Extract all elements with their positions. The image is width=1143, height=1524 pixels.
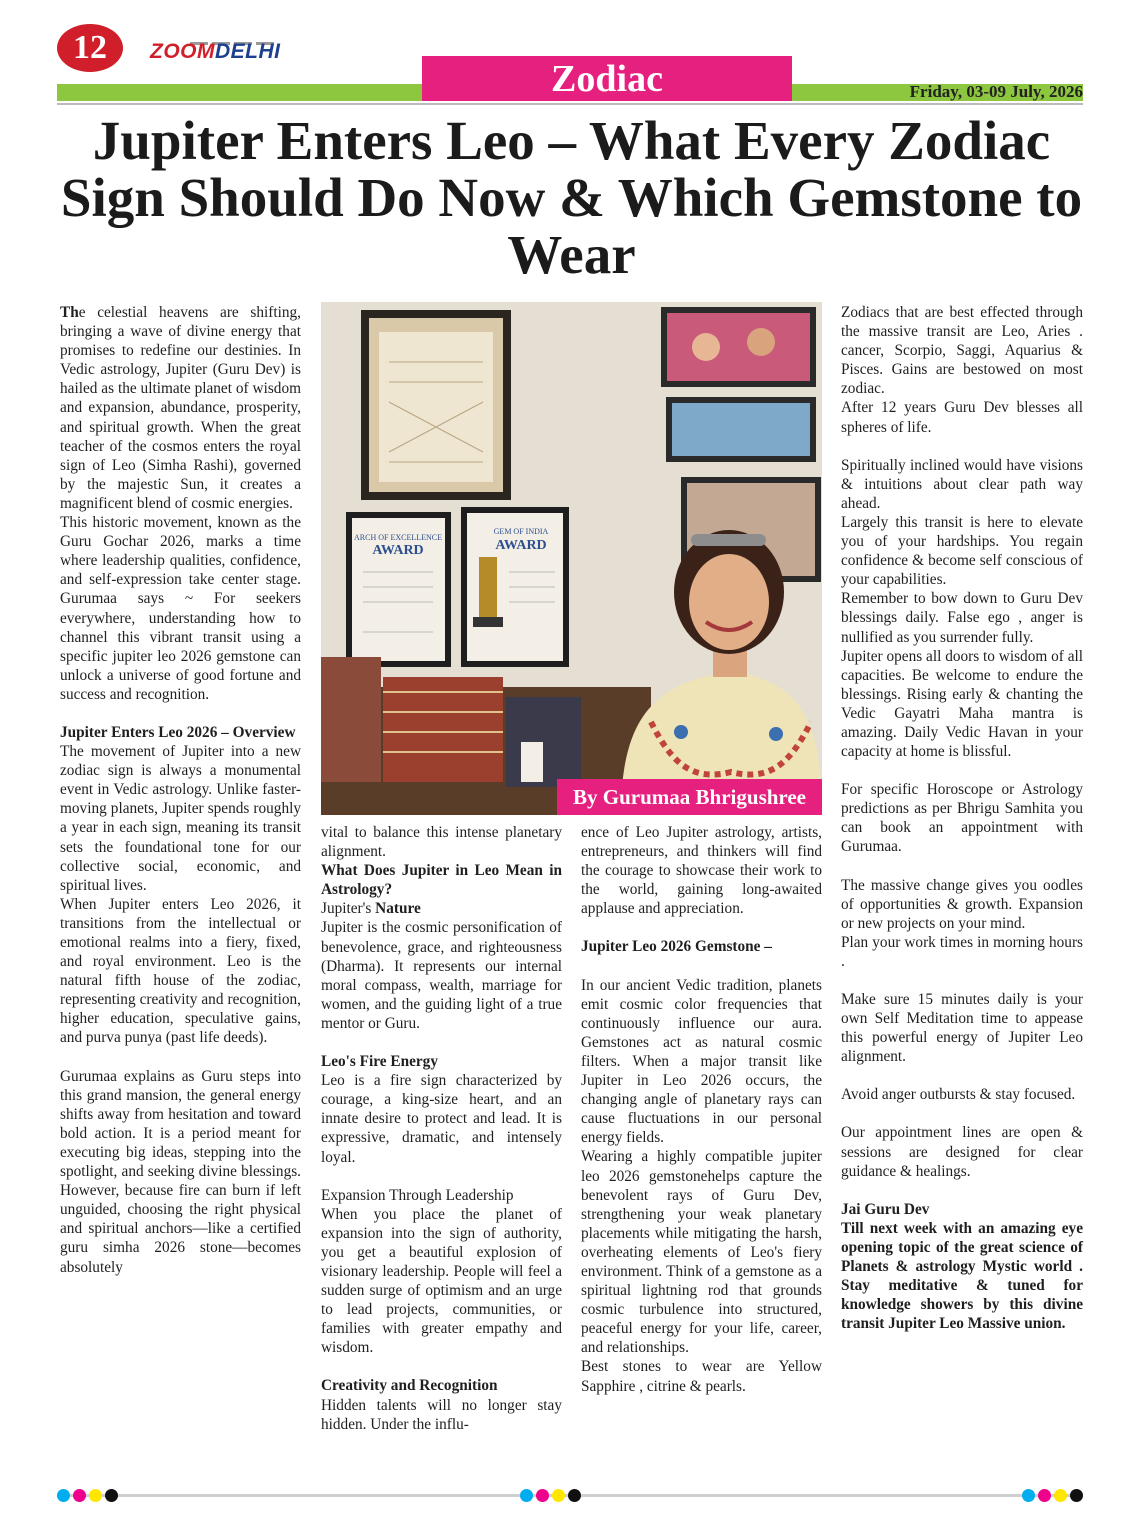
paragraph: vital to balance this intense planetary alignment. <box>321 824 562 861</box>
subheading: Jai Guru Dev <box>841 1200 930 1218</box>
yellow-dot <box>552 1489 565 1502</box>
magenta-dot <box>73 1489 86 1502</box>
paragraph: Gurumaa explains as Guru steps into this grand mansion, the general energy shifts away from hesitation and toward bold action. It is a period meant for executing big ideas, stepping into the spotlight, and seeking divine blessings. However, because fire can burn if left unguided, choosing the right physical and spiritual anchors—like a certified guru simha 2026 stone—becomes absolutely <box>60 1067 301 1276</box>
paragraph: Wearing a highly compatible jupiter leo 2026 gemstonehelps capture the benevolent rays of Guru Dev, strengthening your weak planetary placements while mitigating the harsh, overheating elements of Leo's fiery environment. Think of a gemstone as a spiritual lightning rod that grounds cosmic turbulence into structured, peaceful energy for your life, career, and relationships. <box>581 1148 822 1357</box>
black-dot <box>1070 1489 1083 1502</box>
paragraph: Hidden talents will no longer stay hidden. Under the influ- <box>321 1396 562 1433</box>
paragraph: The massive change gives you oodles of opportunities & growth. Expansion or new projects on your mind. <box>841 876 1083 932</box>
subheading-prefix: Jupiter's <box>321 900 376 918</box>
paragraph: When you place the planet of expansion into the sign of authority, you get a beautiful explosion of visionary leadership. People will feel a sudden surge of optimism and an urge to lead projects, communities, or families with greater empathy and wisdom. <box>321 1205 562 1357</box>
subheading: Jupiter Leo 2026 Gemstone – <box>581 938 772 956</box>
subheading: What Does Jupiter in Leo Mean in Astrology? <box>321 862 562 899</box>
paragraph: Best stones to wear are Yellow Sapphire , citrine & pearls. <box>581 1358 822 1395</box>
section-tab: Zodiac <box>422 56 792 101</box>
paragraph: Largely this transit is here to elevate you of your hardships. You regain confidence & become self conscious of your capabilities. <box>841 513 1083 589</box>
paragraph: For specific Horoscope or Astrology predictions as per Bhrigu Samhita you can book an appointment with Gurumaa. <box>841 781 1083 856</box>
paragraph: After 12 years Guru Dev blesses all spheres of life. <box>841 399 1083 436</box>
publication-logo <box>150 40 281 64</box>
magenta-dot <box>1038 1489 1051 1502</box>
paragraph <box>60 303 301 513</box>
paragraph: Zodiacs that are best effected through the massive transit are Leo, Aries . cancer, Scorpio, Saggi, Aquarius & Pisces. Gains are bestowed on most zodiac. <box>841 304 1083 398</box>
article-column-4 <box>841 303 1083 1333</box>
article-column-3 <box>581 823 822 1396</box>
subheading <box>321 899 562 918</box>
cyan-dot <box>1022 1489 1035 1502</box>
paragraph-text: e celestial heavens are shifting, bringing a wave of divine energy that promises to redefine our destinies. In Vedic astrology, Jupiter (Guru Dev) is hailed as the ultimate planet of wisdom and expansion, abundance, prosperity, and spiritual growth. When the great teacher of the cosmos enters the royal sign of Leo (Simha Rashi), governed by the majestic Sun, it creates a magnificent blend of cosmic energies. <box>60 304 301 512</box>
award-2-word: AWARD <box>495 538 547 553</box>
issue-date: Friday, 03-09 July, 2026 <box>909 82 1083 101</box>
subheading: Leo's Fire Energy <box>321 1053 438 1071</box>
paragraph: Leo is a fire sign characterized by courage, a king-size heart, and an innate desire to protect and lead. It is expressive, dramatic, and intensely loyal. <box>321 1072 562 1166</box>
subheading-bold: Nature <box>375 900 421 918</box>
paragraph: Jupiter opens all doors to wisdom of all capacities. Be welcome to endure the blessings. Rising early & chanting the Vedic Gayatri Maha mantra is amazing. Daily Vedic Havan in your capacity at home is blissful. <box>841 647 1083 761</box>
article-column-2 <box>321 823 562 1434</box>
paragraph: This historic movement, known as the Guru Gochar 2026, marks a time where leadership qualities, confidence, and self-expression take center stage. Gurumaa says ~ For seekers everywhere, understanding how to channel this vibrant transit using a specific jupiter leo 2026 gemstone can unlock a universe of good fortune and success and recognition. <box>60 514 301 703</box>
article-column-1 <box>60 303 301 1277</box>
subheading: Creativity and Recognition <box>321 1377 498 1395</box>
closing-paragraph: Till next week with an amazing eye opening topic of the great science of Planets & astrology Mystic world . Stay meditative & tuned for knowledge showers by this divine transit Jupiter Leo Massive union. <box>841 1219 1083 1333</box>
paragraph: Spiritually inclined would have visions & intuitions about clear path way ahead. <box>841 456 1083 512</box>
yellow-dot <box>1054 1489 1067 1502</box>
cyan-dot <box>520 1489 533 1502</box>
paragraph: Avoid anger outbursts & stay focused. <box>841 1086 1076 1104</box>
paragraph: The movement of Jupiter into a new zodiac sign is always a monumental event in Vedic astrology. Unlike faster-moving planets, Jupiter spends roughly a year in each sign, meaning its transit sets the foundational tone for our collective social, economic, and spiritual lives. <box>60 743 301 894</box>
paragraph: When Jupiter enters Leo 2026, it transitions from the intellectual or emotional realms into a fiery, fixed, and royal environment. Leo is the natural fifth house of the zodiac, representing creativity and recognition, higher education, speculative gains, and purva punya (past life deeds). <box>60 895 301 1047</box>
paragraph: Plan your work times in morning hours . <box>841 933 1083 970</box>
paragraph: Our appointment lines are open & sessions are designed for clear guidance & healings. <box>841 1124 1083 1180</box>
black-dot <box>105 1489 118 1502</box>
lead-letters: Th <box>60 304 79 321</box>
registration-dots-right <box>1022 1489 1083 1502</box>
registration-dots-left <box>57 1489 118 1502</box>
award-2-title: GEM OF INDIA <box>493 527 549 536</box>
subheading: Expansion Through Leadership <box>321 1186 514 1204</box>
paragraph: Remember to bow down to Guru Dev blessings daily. False ego , anger is nullified as you surrender fully. <box>841 590 1083 646</box>
yellow-dot <box>89 1489 102 1502</box>
article-headline: Jupiter Enters Leo – What Every Zodiac Sign Should Do Now & Which Gemstone to Wear <box>60 110 1083 285</box>
logo-tagline-decoration <box>190 32 310 36</box>
author-byline: By Gurumaa Bhrigushree <box>557 779 822 815</box>
photo-illustration <box>321 302 822 815</box>
award-1-word: AWARD <box>372 543 424 558</box>
black-dot <box>568 1489 581 1502</box>
paragraph: ence of Leo Jupiter astrology, artists, entrepreneurs, and thinkers will find the courage to showcase their work to the world, gaining long-awaited applause and appreciation. <box>581 824 822 918</box>
paragraph: Make sure 15 minutes daily is your own Self Meditation time to appease this powerful energy of Jupiter Leo alignment. <box>841 991 1083 1066</box>
paragraph: Jupiter is the cosmic personification of benevolence, grace, and righteousness (Dharma). It represents our internal moral compass, wealth, marriage for women, and the guiding light of a true mentor or Guru. <box>321 919 562 1032</box>
header-rule <box>57 103 1083 105</box>
award-1-title: ARCH OF EXCELLENCE <box>354 533 442 542</box>
registration-dots-center <box>520 1489 581 1502</box>
page-number: 12 <box>57 24 123 72</box>
magenta-dot <box>536 1489 549 1502</box>
logo-part-delhi: DELHI <box>215 40 281 63</box>
paragraph: In our ancient Vedic tradition, planets emit cosmic color frequencies that continuously influence our aura. Gemstones act as natural cosmic filters. When a major transit like Jupiter in Leo 2026 occurs, the changing angle of planetary rays can cause fluctuations in our personal energy fields. <box>581 976 822 1147</box>
author-photo <box>321 302 822 815</box>
logo-part-zoom: ZOOM <box>150 40 215 63</box>
subheading: Jupiter Enters Leo 2026 – Overview <box>60 723 296 741</box>
cyan-dot <box>57 1489 70 1502</box>
